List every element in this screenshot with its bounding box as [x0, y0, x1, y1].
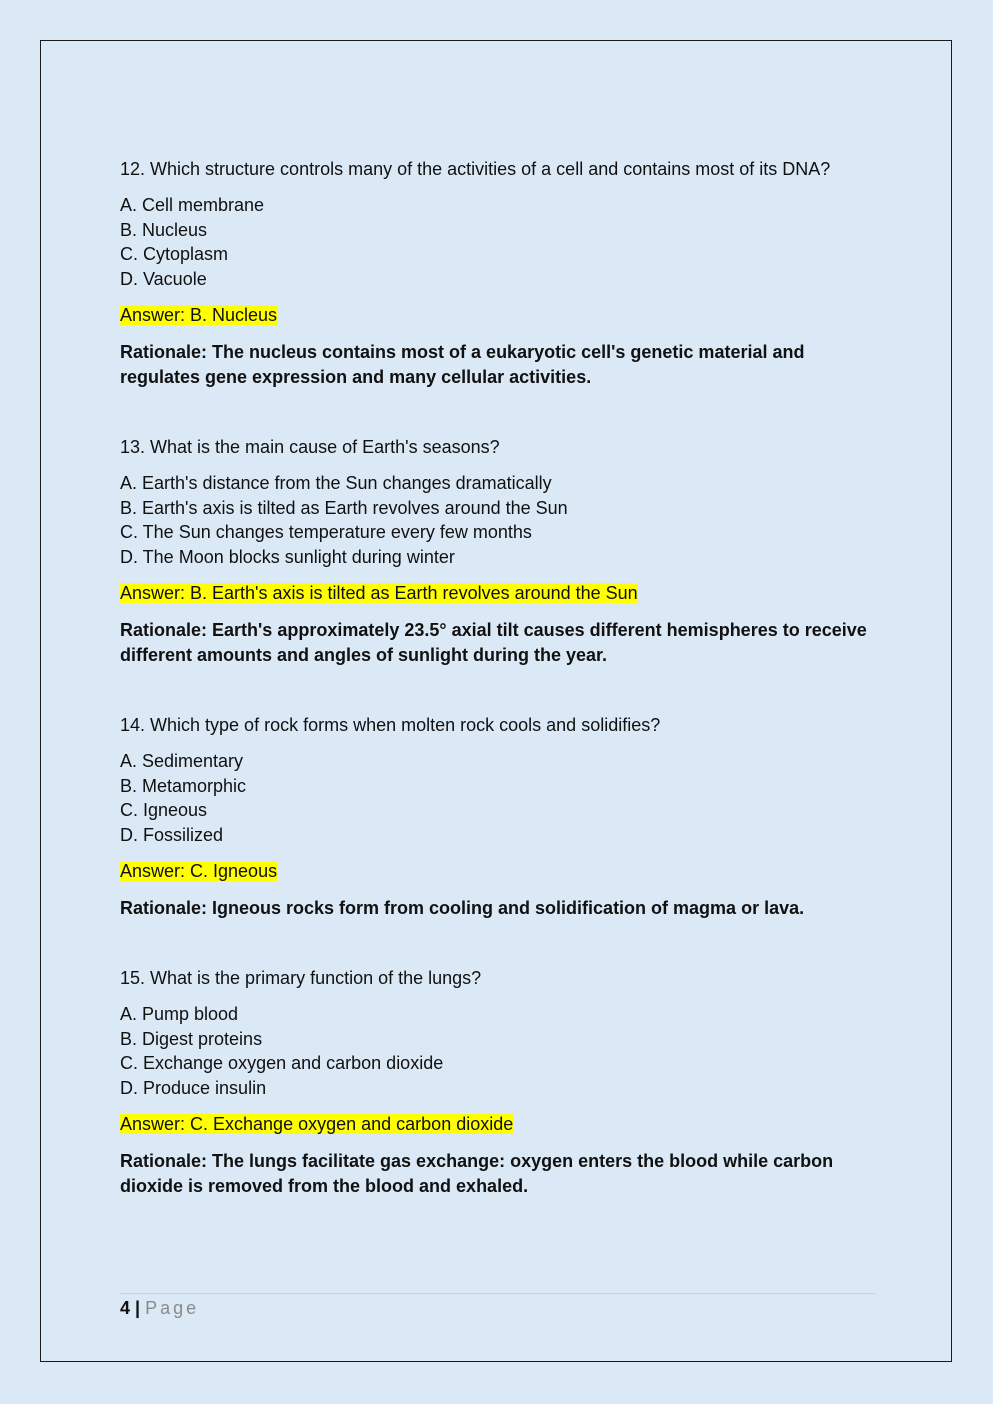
- page-number: 4: [120, 1298, 131, 1318]
- option-d: D. The Moon blocks sunlight during winter: [120, 546, 455, 567]
- question-text: 14. Which type of rock forms when molten rock cools and solidifies?: [120, 715, 661, 735]
- rationale: Rationale: The lungs facilitate gas exchange: oxygen enters the blood while carbon dioxide is removed from the blood and exhaled.: [120, 1151, 834, 1196]
- rationale: Rationale: Igneous rocks form from cooling and solidification of magma or lava.: [120, 898, 805, 918]
- question-text: 13. What is the main cause of Earth's seasons?: [120, 437, 500, 457]
- option-c: C. Cytoplasm: [120, 244, 229, 264]
- answer-line: [120, 859, 880, 883]
- question-text: 12. Which structure controls many of the activities of a cell and contains most of its DNA?: [120, 159, 831, 179]
- rationale: Rationale: The nucleus contains most of a eukaryotic cell's genetic material and regulates gene expression and many cellular activities.: [120, 342, 805, 387]
- answer-line: [120, 303, 880, 327]
- answer-highlight: Answer: C. Exchange oxygen and carbon dioxide: [120, 1114, 514, 1134]
- option-c: C. Exchange oxygen and carbon dioxide: [120, 1053, 444, 1073]
- answer-options: [120, 1002, 880, 1100]
- footer-separator: |: [135, 1298, 141, 1318]
- document-content: [120, 157, 880, 1244]
- answer-options: [120, 471, 880, 569]
- option-d: D. Produce insulin: [120, 1077, 267, 1098]
- option-c: C. Igneous: [120, 800, 208, 820]
- answer-line: [120, 581, 880, 605]
- page-label: Page: [145, 1298, 200, 1318]
- question-text: 15. What is the primary function of the lungs?: [120, 968, 482, 988]
- answer-options: [120, 749, 880, 847]
- option-d: D. Vacuole: [120, 268, 207, 289]
- option-a: A. Pump blood: [120, 1004, 239, 1024]
- option-a: A. Earth's distance from the Sun changes dramatically: [120, 473, 552, 493]
- option-c: C. The Sun changes temperature every few months: [120, 522, 532, 542]
- option-b: B. Digest proteins: [120, 1028, 263, 1049]
- option-a: A. Cell membrane: [120, 195, 265, 215]
- footer-divider: [120, 1293, 875, 1294]
- answer-line: [120, 1112, 880, 1136]
- option-b: B. Metamorphic: [120, 775, 247, 796]
- question-14: [120, 713, 880, 921]
- answer-highlight: Answer: B. Nucleus: [120, 305, 278, 325]
- page-footer: [120, 1297, 199, 1319]
- answer-highlight: Answer: B. Earth's axis is tilted as Earth revolves around the Sun: [120, 583, 638, 603]
- option-d: D. Fossilized: [120, 824, 224, 845]
- rationale: Rationale: Earth's approximately 23.5° axial tilt causes different hemispheres to receive different amounts and angles of sunlight during the year.: [120, 620, 867, 665]
- option-a: A. Sedimentary: [120, 751, 244, 771]
- question-12: [120, 157, 880, 390]
- question-13: [120, 435, 880, 668]
- option-b: B. Earth's axis is tilted as Earth revolves around the Sun: [120, 497, 568, 518]
- answer-options: [120, 193, 880, 291]
- answer-highlight: Answer: C. Igneous: [120, 861, 278, 881]
- option-b: B. Nucleus: [120, 219, 208, 240]
- question-15: [120, 966, 880, 1199]
